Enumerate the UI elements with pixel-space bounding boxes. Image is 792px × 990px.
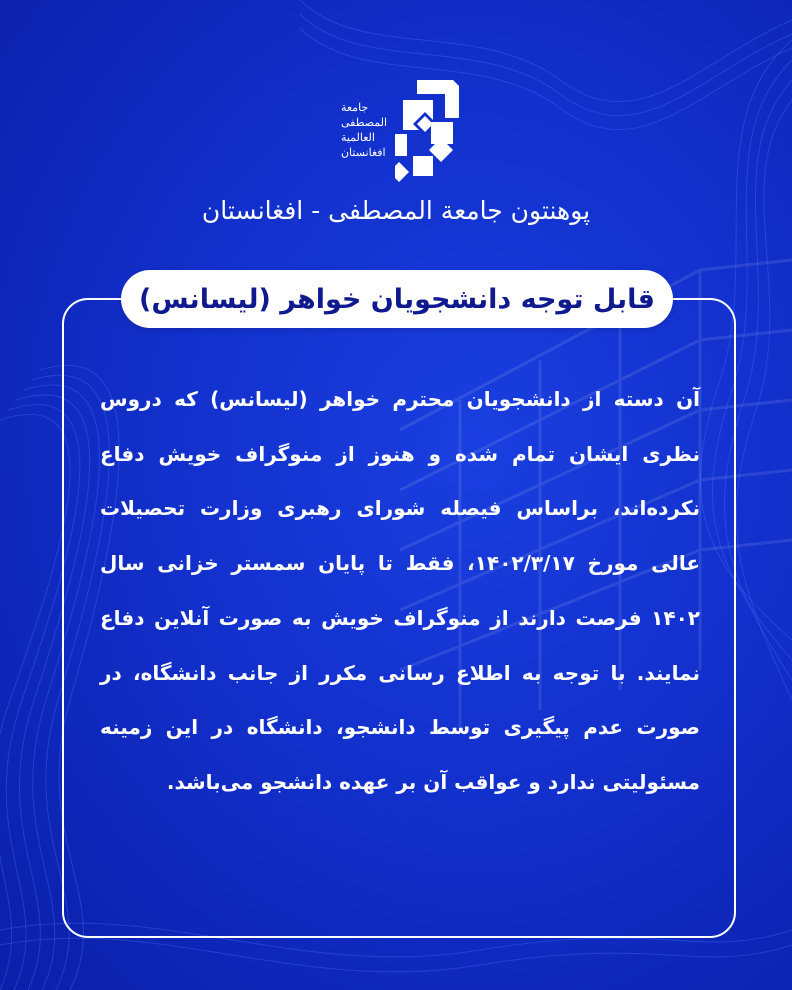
logo-line: افغانستان: [340, 146, 386, 159]
mustafa-university-emblem-icon: [395, 78, 459, 182]
logo-line: جامعة: [340, 101, 369, 114]
logo-wordmark: [341, 100, 387, 160]
university-logo: [330, 75, 470, 185]
logo-line: العالمية: [340, 131, 375, 144]
announcement-body: آن دسته از دانشجویان محترم خواهر (لیسانس) که دروس نظری ایشان تمام شده و هنوز از منوگراف خویش دفاع نکرده‌اند، براساس فیصله شورای رهبری وزارت تحصیلات عالی مورخ ۱۴۰۲/۳/۱۷، فقط تا پایان سمستر خزانی سال ۱۴۰۲ فرصت دارند از منوگراف خویش به صورت آنلاین دفاع نمایند. با توجه به اطلاع رسانی مکرر از جانب دانشگاه، در صورت عدم پیگیری توسط دانشجو، دانشگاه در این زمینه مسئولیتی ندارد و عواقب آن بر عهده دانشجو می‌باشد.: [100, 387, 700, 794]
announcement-title: قابل توجه دانشجویان خواهر (لیسانس): [121, 270, 673, 328]
organization-name: پوهنتون جامعة المصطفى - افغانستان: [201, 196, 591, 225]
logo-line: المصطفى: [340, 116, 388, 129]
